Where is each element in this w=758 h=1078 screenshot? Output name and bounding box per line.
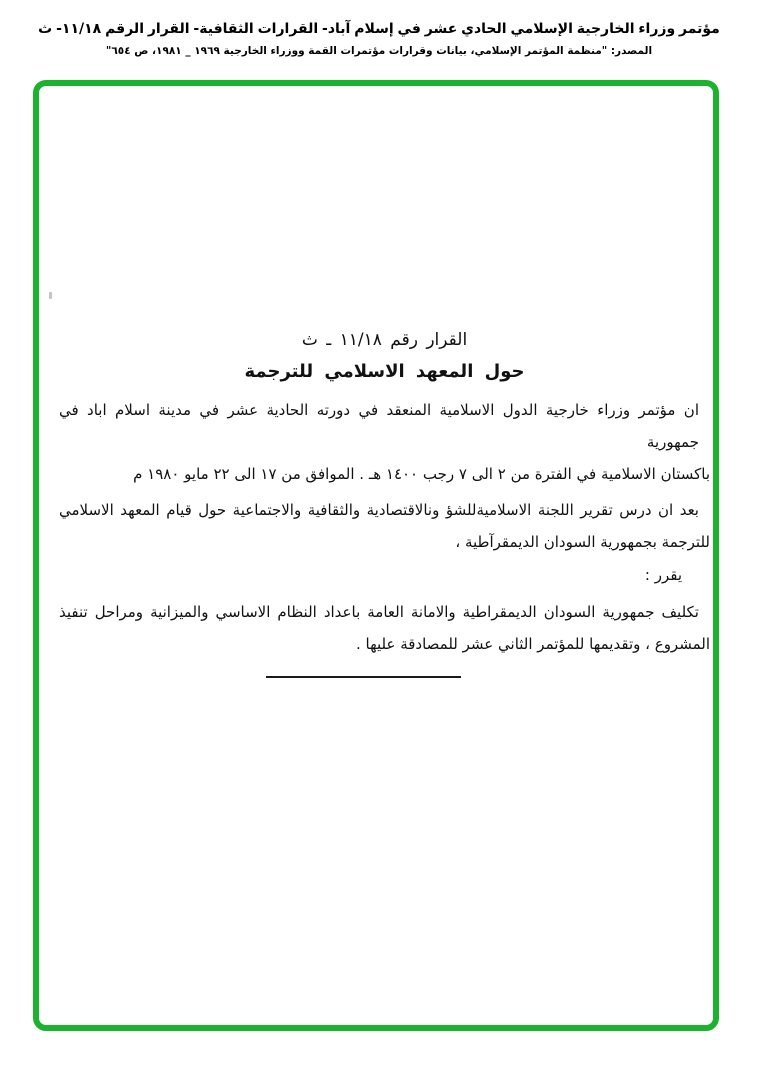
green-frame	[33, 80, 719, 1031]
paragraph-line: للترجمة بجمهورية السودان الديمقرآطية ،	[455, 533, 710, 551]
preamble-report-paragraph	[59, 494, 710, 558]
operative-paragraph	[59, 596, 710, 660]
preamble-session-paragraph	[59, 394, 710, 490]
resolution-body	[39, 86, 713, 660]
resolution-title: حول المعهد الاسلامي للترجمة	[244, 361, 525, 382]
paragraph-line: بعد ان درس تقرير اللجنة الاسلاميةللشؤ ونالاقتصادية والثقافية والاجتماعية حول قيام المعهد الاسلامي	[59, 501, 699, 519]
header-source-citation: المصدر: "منظمة المؤتمر الإسلامي، بيانات وقرارات مؤتمرات القمة ووزراء الخارجية ١٩٦٩ _ ١٩٨١، ص ٦٥٤"	[105, 45, 653, 57]
paragraph-line: ان مؤتمر وزراء خارجية الدول الاسلامية المنعقد في دورته الحادية عشر في مدينة اسلام اباد في جمهورية	[59, 401, 699, 451]
document-header	[0, 0, 758, 59]
resolution-number: القرار رقم ١١/١٨ ـ ث	[301, 330, 468, 350]
paragraph-line: المشروع ، وتقديمها للمؤتمر الثاني عشر للمصادقة عليها .	[355, 635, 710, 653]
paragraph-line: باكستان الاسلامية في الفترة من ٢ الى ٧ رجب ١٤٠٠ هـ . الموافق من ١٧ الى ٢٢ مايو ١٩٨٠ م	[133, 465, 710, 483]
decides-label: يقرر :	[644, 566, 682, 584]
header-conference-title: مؤتمر وزراء الخارجية الإسلامي الحادي عشر في إسلام آباد- القرارات الثقافية- القرار الرقم ١١/١٨- ث	[38, 21, 720, 37]
paragraph-line: تكليف جمهورية السودان الديمقراطية والامانة العامة باعداد النظام الاساسي والميزانية ومراحل تنفيذ	[59, 603, 699, 621]
scan-speck-artifact	[49, 292, 52, 299]
end-of-text-rule	[266, 676, 461, 678]
